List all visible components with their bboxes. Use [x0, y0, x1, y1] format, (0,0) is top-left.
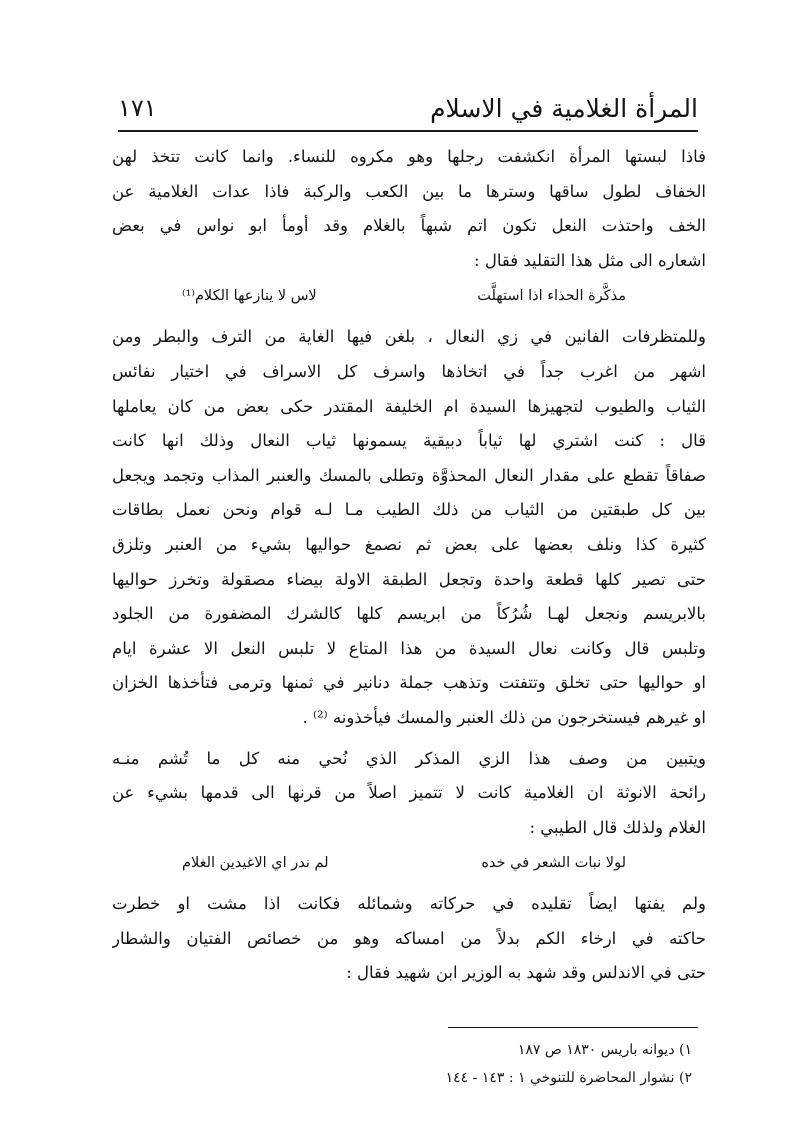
text-line: حاكته في ارخاء الكم بدلاً من امساكه وهو من خصائص الفتيان والشطار	[112, 928, 706, 948]
text-line: رائحة الانوثة ان الغلامية كانت لا تتميز اصلاً من قرنها الى قدمها بشيء عن	[112, 783, 706, 803]
verse-second-hemistich: لاس لا ينازعها الكلام⁽¹⁾	[182, 288, 317, 305]
text-line: الخف واحتذت النعل تكون اتم شبهاً بالغلام وقد أومأ ابو نواس في بعض	[112, 216, 706, 236]
text-line: بين كل طبقتين من الثياب من ذلك الطيب مـا لـه قوام ونحن نعمل بطاقات	[112, 500, 706, 520]
footnote-divider	[448, 1027, 698, 1028]
poem-verse	[112, 278, 706, 314]
text-line: الخفاف لطول ساقها وسترها ما بين الكعب والركبة فاذا عدات الغلامية عن	[112, 181, 706, 201]
text-line: او حواليها حتى تخلق وتتفتت وتذهب جملة دنانير في ثمنها وترمى فتأخذها الخزان	[112, 673, 706, 693]
footnote: ١) ديوانه باريس ١٨٣٠ ص ١٨٧	[517, 1042, 692, 1058]
text-line: صفاقاً تقطع على مقدار النعال المحذوَّة وتطلى بالمسك والعنبر المذاب وتجمد ويجعل	[112, 465, 706, 485]
text-line: وللمتظرفات الفانين في زي النعال ، بلغن فيها الغاية من الترف والبطر ومن	[112, 327, 706, 347]
footnote: ٢) نشوار المحاضرة للتنوخي ١ : ١٤٣ - ١٤٤	[445, 1070, 692, 1086]
footnotes	[300, 1036, 692, 1092]
poem-verse	[112, 845, 706, 881]
text-line: كثيرة كذا ونلف بعضها على بعض ثم نصمغ حواليها بشيء من العنبر وتلزق	[112, 534, 706, 554]
page-number: ١٧١	[118, 94, 157, 122]
text-line: فاذا لبستها المرأة انكشفت رجلها وهو مكروه للنساء. وانما كانت تتخذ لهن	[112, 147, 706, 166]
body-text	[112, 140, 706, 991]
verse-first-hemistich: لولا نبات الشعر في خده	[481, 855, 626, 872]
text-line: وتلبس قال وكانت نعال السيدة من هذا المتاع لا تلبس النعل الا عشرة ايام	[112, 638, 706, 658]
header-divider	[118, 130, 698, 132]
text-line: الغلام ولذلك قال الطيبي :	[529, 817, 706, 837]
text-line: اشهر من اغرب جداً في اتخاذها واسرف كل الاسراف في اختيار نفائس	[112, 361, 706, 381]
page-header	[118, 86, 698, 130]
verse-second-hemistich: لم ندر اي الاغيدين الغلام	[182, 855, 329, 872]
verse-first-hemistich: مذكَّرة الحذاء اذا استهلَّت	[477, 288, 626, 305]
text-line: او غيرهم فيستخرجون من ذلك العنبر والمسك فيأخذونه ⁽²⁾ .	[302, 707, 706, 727]
text-line: اشعاره الى مثل هذا التقليد فقال :	[474, 250, 706, 270]
text-line: قال : كنت اشتري لها ثياباً دبيقية يسمونها ثياب النعال وذلك انها كانت	[112, 431, 706, 451]
running-title: المرأة الغلامية في الاسلام	[430, 93, 698, 123]
text-line: حتى في الاندلس وقد شهد به الوزير ابن شهيد فقال :	[346, 963, 706, 983]
text-line: بالابريسم ونجعل لهـا شُرُكاً من ابريسم كلها كالشرك المضفورة من الجلود	[112, 604, 706, 624]
text-line: ولم يفتها ايضاً تقليده في حركاته وشمائله فكانت اذا مشت او خطرت	[112, 894, 706, 914]
text-line: حتى تصير كلها قطعة واحدة وتجعل الطبقة الاولة بيضاء مصقولة وتخرز حواليها	[112, 569, 706, 589]
text-line: ويتبين من وصف هذا الزي المذكر الذي نُحي منه كل ما تُشم منـه	[112, 748, 706, 768]
text-line: الثياب والطيوب لتجهيزها السيدة ام الخليفة المقتدر حكى بعض من كان يعاملها	[112, 396, 706, 416]
